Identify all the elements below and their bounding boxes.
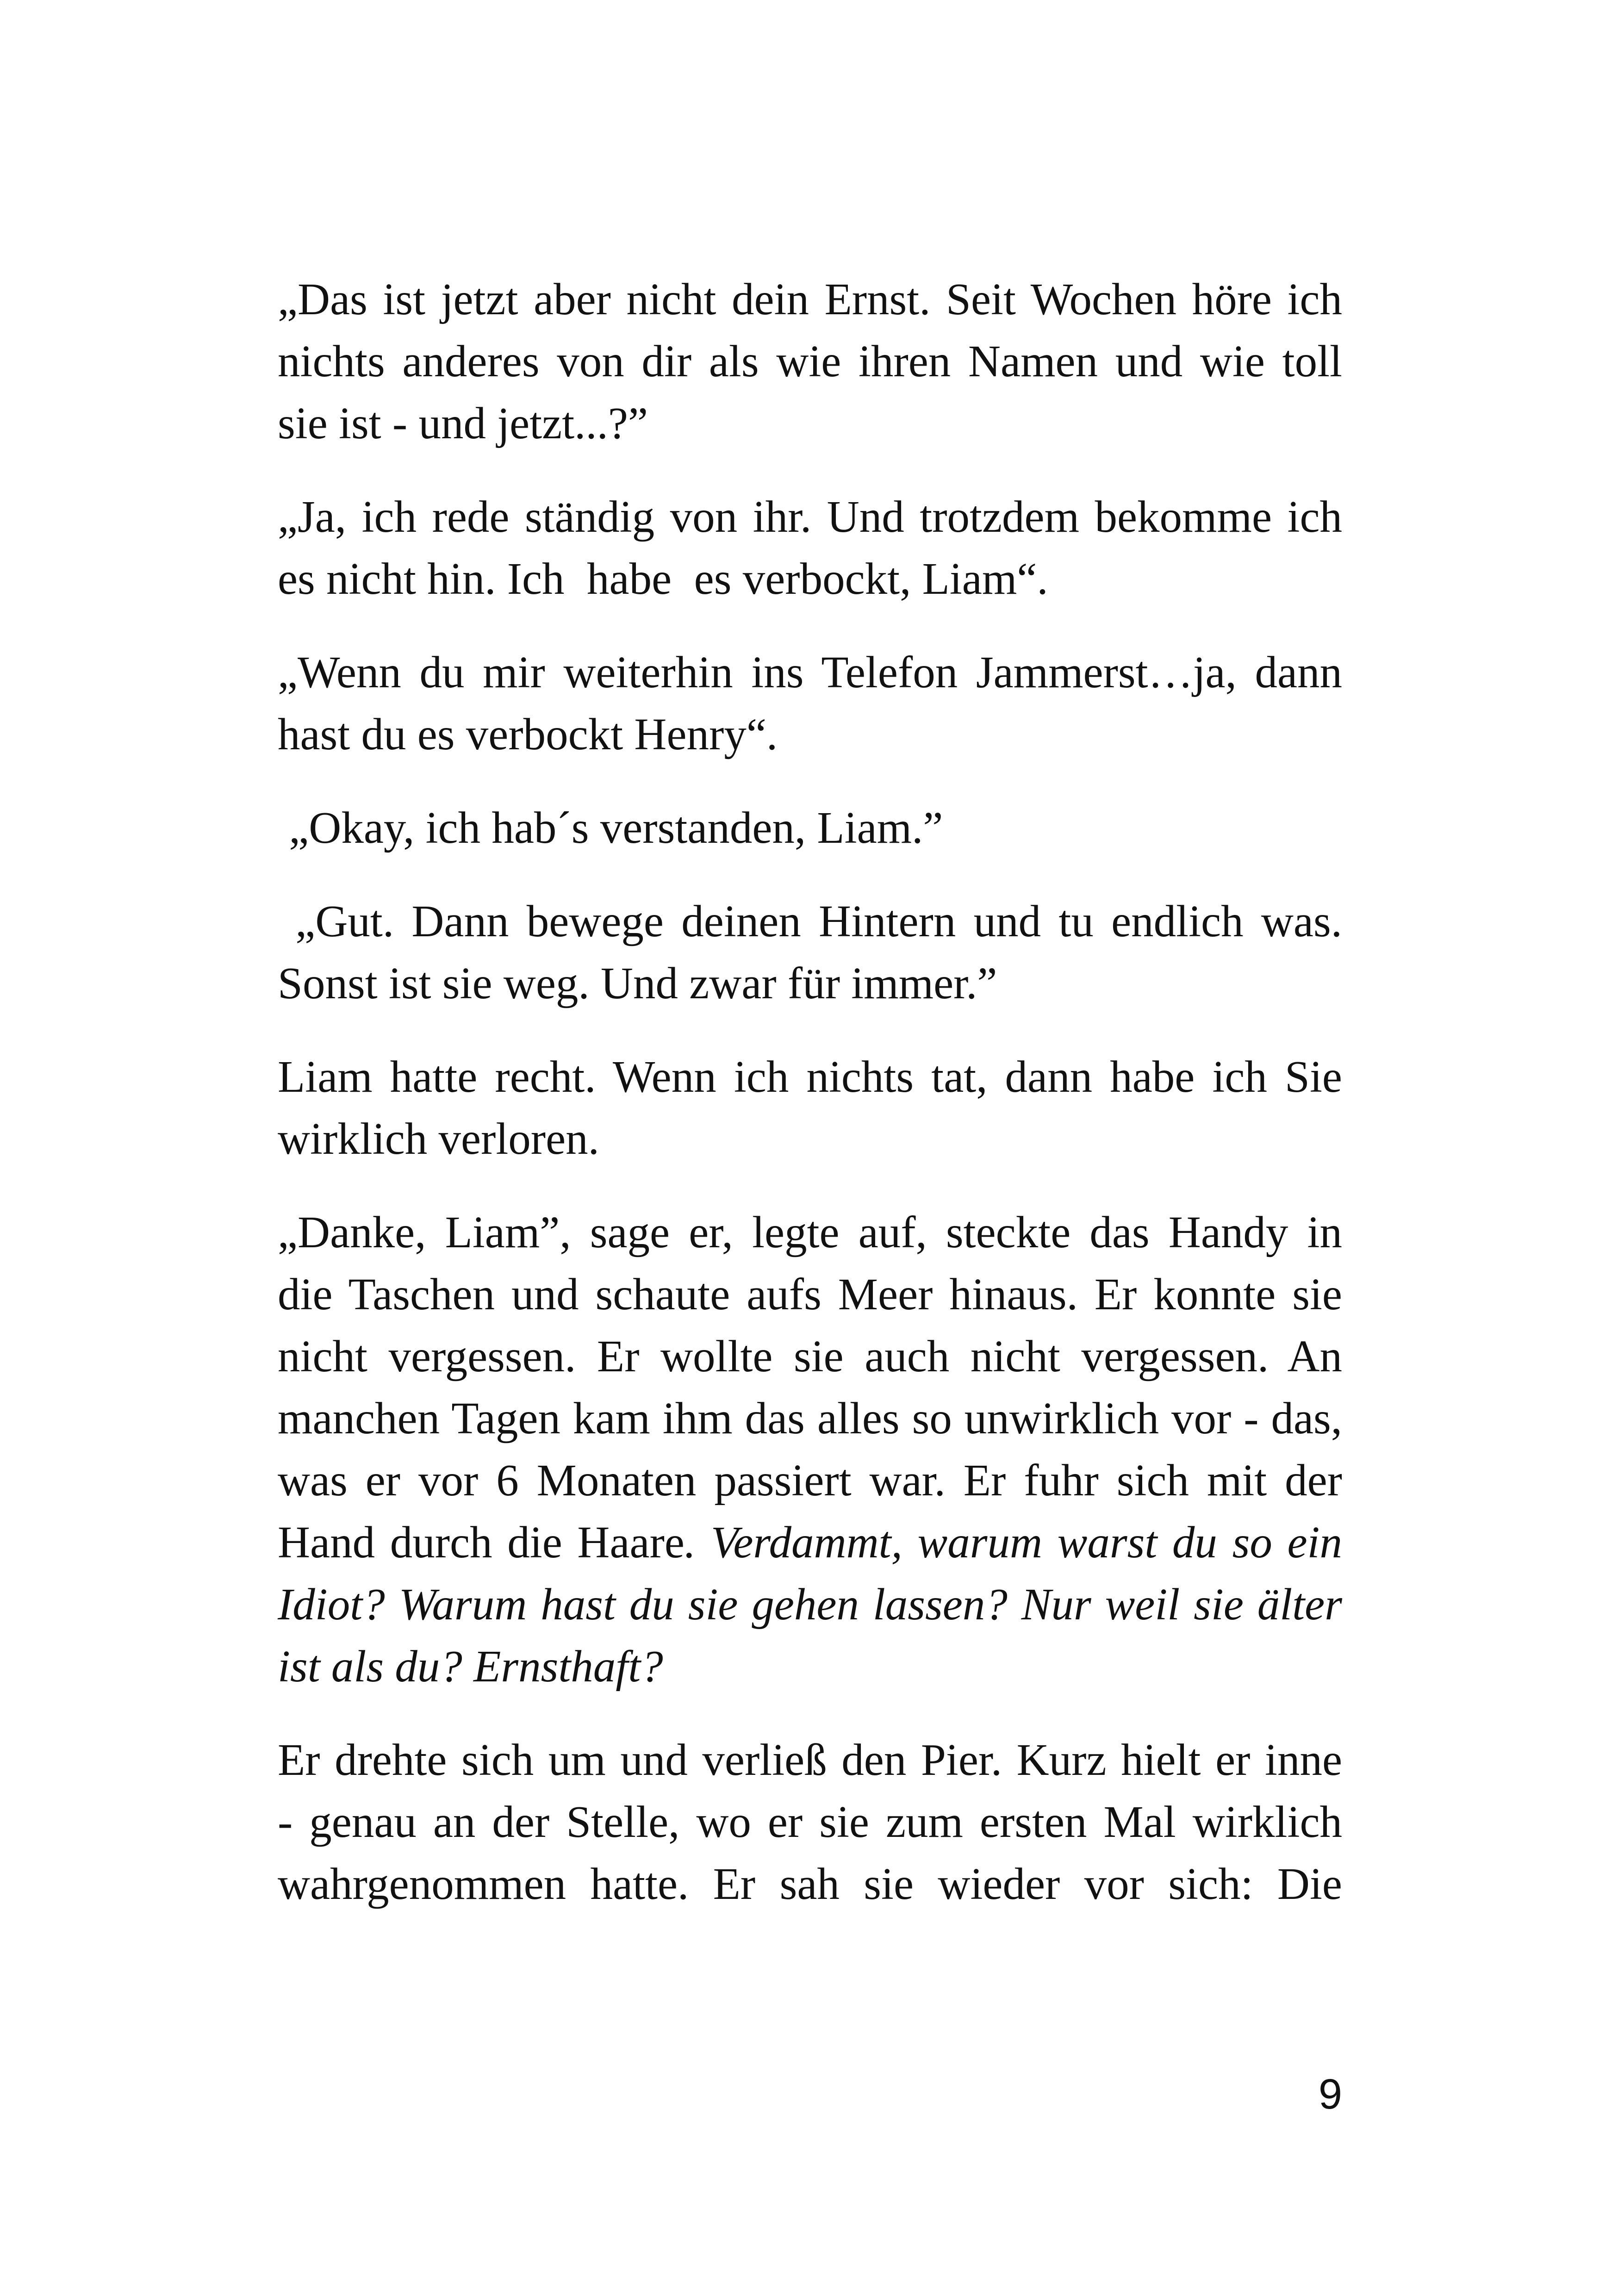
paragraph-4	[278, 797, 1342, 859]
plain-text: Hand durch die Haare	[278, 1518, 685, 1567]
italic-thought-line: Idiot? Warum hast du sie gehen lassen? Nur weil sie älter	[278, 1580, 1342, 1629]
paragraph-2	[278, 486, 1342, 610]
text-line: - genau an der Stelle, wo er sie zum ersten Mal wirklich	[278, 1797, 1342, 1847]
text-line: „Okay, ich hab´s verstanden, Liam.”	[278, 803, 943, 852]
text-line: was er vor 6 Monaten passiert war. Er fuhr sich mit der	[278, 1456, 1342, 1505]
text-line: sie ist - und jetzt...?”	[278, 398, 648, 448]
text-line: „Das ist jetzt aber nicht dein Ernst. Seit Wochen höre ich	[278, 274, 1342, 324]
italic-thought-line: ist als du? Ernsthaft?	[278, 1642, 663, 1691]
paragraph-3	[278, 641, 1342, 765]
page-number: 9	[1318, 2071, 1342, 2118]
text-line: hast du es verbockt Henry“.	[278, 709, 778, 759]
text-line: Er drehte sich um und verließ den Pier. Kurz hielt er inne	[278, 1735, 1342, 1785]
text-line: „Gut. Dann bewege deinen Hintern und tu endlich was.	[278, 896, 1342, 946]
paragraph-6	[278, 1046, 1342, 1170]
book-page-text	[278, 268, 1342, 1947]
text-line: wahrgenommen hatte. Er sah sie wieder vor sich: Die	[278, 1859, 1342, 1909]
mixed-style-line	[278, 1512, 1342, 1574]
text-line: die Taschen und schaute aufs Meer hinaus. Er konnte sie	[278, 1269, 1342, 1319]
text-line: nichts anderes von dir als wie ihren Namen und wie toll	[278, 336, 1342, 386]
text-line: Sonst ist sie weg. Und zwar für immer.”	[278, 958, 997, 1008]
italic-thought: . Verdammt, warum warst du so ein	[684, 1518, 1342, 1567]
paragraph-8	[278, 1729, 1342, 1915]
paragraph-5	[278, 890, 1342, 1014]
text-line: es nicht hin. Ich habe es verbockt, Liam“.	[278, 554, 1048, 604]
text-line: „Wenn du mir weiterhin ins Telefon Jammerst…ja, dann	[278, 647, 1342, 697]
text-line: manchen Tagen kam ihm das alles so unwirklich vor - das,	[278, 1394, 1342, 1443]
text-line: „Ja, ich rede ständig von ihr. Und trotzdem bekomme ich	[278, 492, 1342, 541]
text-line: wirklich verloren.	[278, 1114, 599, 1164]
paragraph-7	[278, 1201, 1342, 1698]
paragraph-1	[278, 268, 1342, 454]
text-line: nicht vergessen. Er wollte sie auch nicht vergessen. An	[278, 1332, 1342, 1381]
text-line: Liam hatte recht. Wenn ich nichts tat, dann habe ich Sie	[278, 1052, 1342, 1101]
text-line: „Danke, Liam”, sage er, legte auf, steckte das Handy in	[278, 1207, 1342, 1257]
